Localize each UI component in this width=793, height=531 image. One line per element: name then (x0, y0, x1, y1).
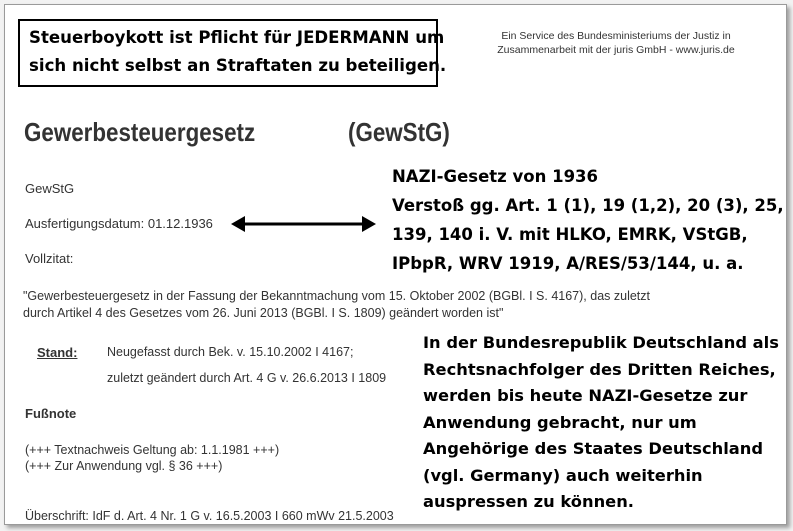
comment-line: (vgl. Germany) auch weiterhin (423, 465, 703, 485)
vollzitat-text (23, 288, 683, 322)
stand-line: zuletzt geändert durch Art. 4 G v. 26.6.2013 I 1809 (107, 371, 387, 385)
comment-line: Rechtsnachfolger des Dritten Reiches, (423, 359, 776, 379)
comment-line: In der Bundesrepublik Deutschland als (423, 333, 779, 352)
commentary-text (423, 330, 783, 516)
boxed-note-line: Steuerboykott ist Pflicht für JEDERMANN um (29, 28, 445, 47)
annotation-line: 139, 140 i. V. mit HLKO, EMRK, VStGB, (392, 225, 748, 244)
boxed-note (18, 19, 447, 87)
date-label: Ausfertigungsdatum: 01.12.1936 (25, 216, 213, 231)
fussnote-line: (+++ Textnachweis Geltung ab: 1.1.1981 +++) (25, 443, 280, 457)
vollzitat-label: Vollzitat: (25, 251, 74, 266)
comment-line: Angehörige des Staates Deutschland (423, 439, 764, 458)
law-abbreviation: (GewStG) (348, 117, 450, 147)
vollzitat-line: "Gewerbesteuergesetz in der Fassung der Bekanntmachung vom 15. Oktober 2002 (BGBl. I S. 4167), das zuletzt (23, 289, 650, 303)
law-short-name: GewStG (25, 181, 75, 196)
comment-line: werden bis heute NAZI-Gesetze zur (423, 386, 748, 405)
boxed-note-line: sich nicht selbst an Straftaten zu beteiligen. (29, 56, 447, 75)
service-line: Zusammenarbeit mit der juris GmbH - www.juris.de (497, 44, 735, 56)
stand-label: Stand: (37, 345, 78, 360)
comment-line: auspressen zu können. (423, 492, 634, 511)
service-notice (486, 29, 746, 57)
service-line: Ein Service des Bundesministeriums der Justiz in (501, 30, 731, 42)
law-title: Gewerbesteuergesetz (24, 117, 256, 147)
annotation-line: NAZI-Gesetz von 1936 (392, 167, 599, 186)
vollzitat-line: durch Artikel 4 des Gesetzes vom 26. Juni 2013 (BGBl. I S. 1809) geändert worden ist" (23, 306, 504, 320)
comment-line: Anwendung gebracht, nur um (423, 412, 697, 432)
nazi-annotation (392, 162, 782, 278)
double-arrow-icon (231, 215, 376, 233)
stand-line: Neugefasst durch Bek. v. 15.10.2002 I 4167; (107, 345, 354, 359)
ueberschrift-text: Überschrift: IdF d. Art. 4 Nr. 1 G v. 16.5.2003 I 660 mWv 21.5.2003 (25, 509, 394, 523)
fussnote-line: (+++ Zur Anwendung vgl. § 36 +++) (25, 459, 223, 473)
annotation-line: IPbpR, WRV 1919, A/RES/53/144, u. a. (392, 254, 744, 273)
annotation-line: Verstoß gg. Art. 1 (1), 19 (1,2), 20 (3), 25, (392, 196, 784, 215)
fussnote-label: Fußnote (25, 406, 77, 421)
